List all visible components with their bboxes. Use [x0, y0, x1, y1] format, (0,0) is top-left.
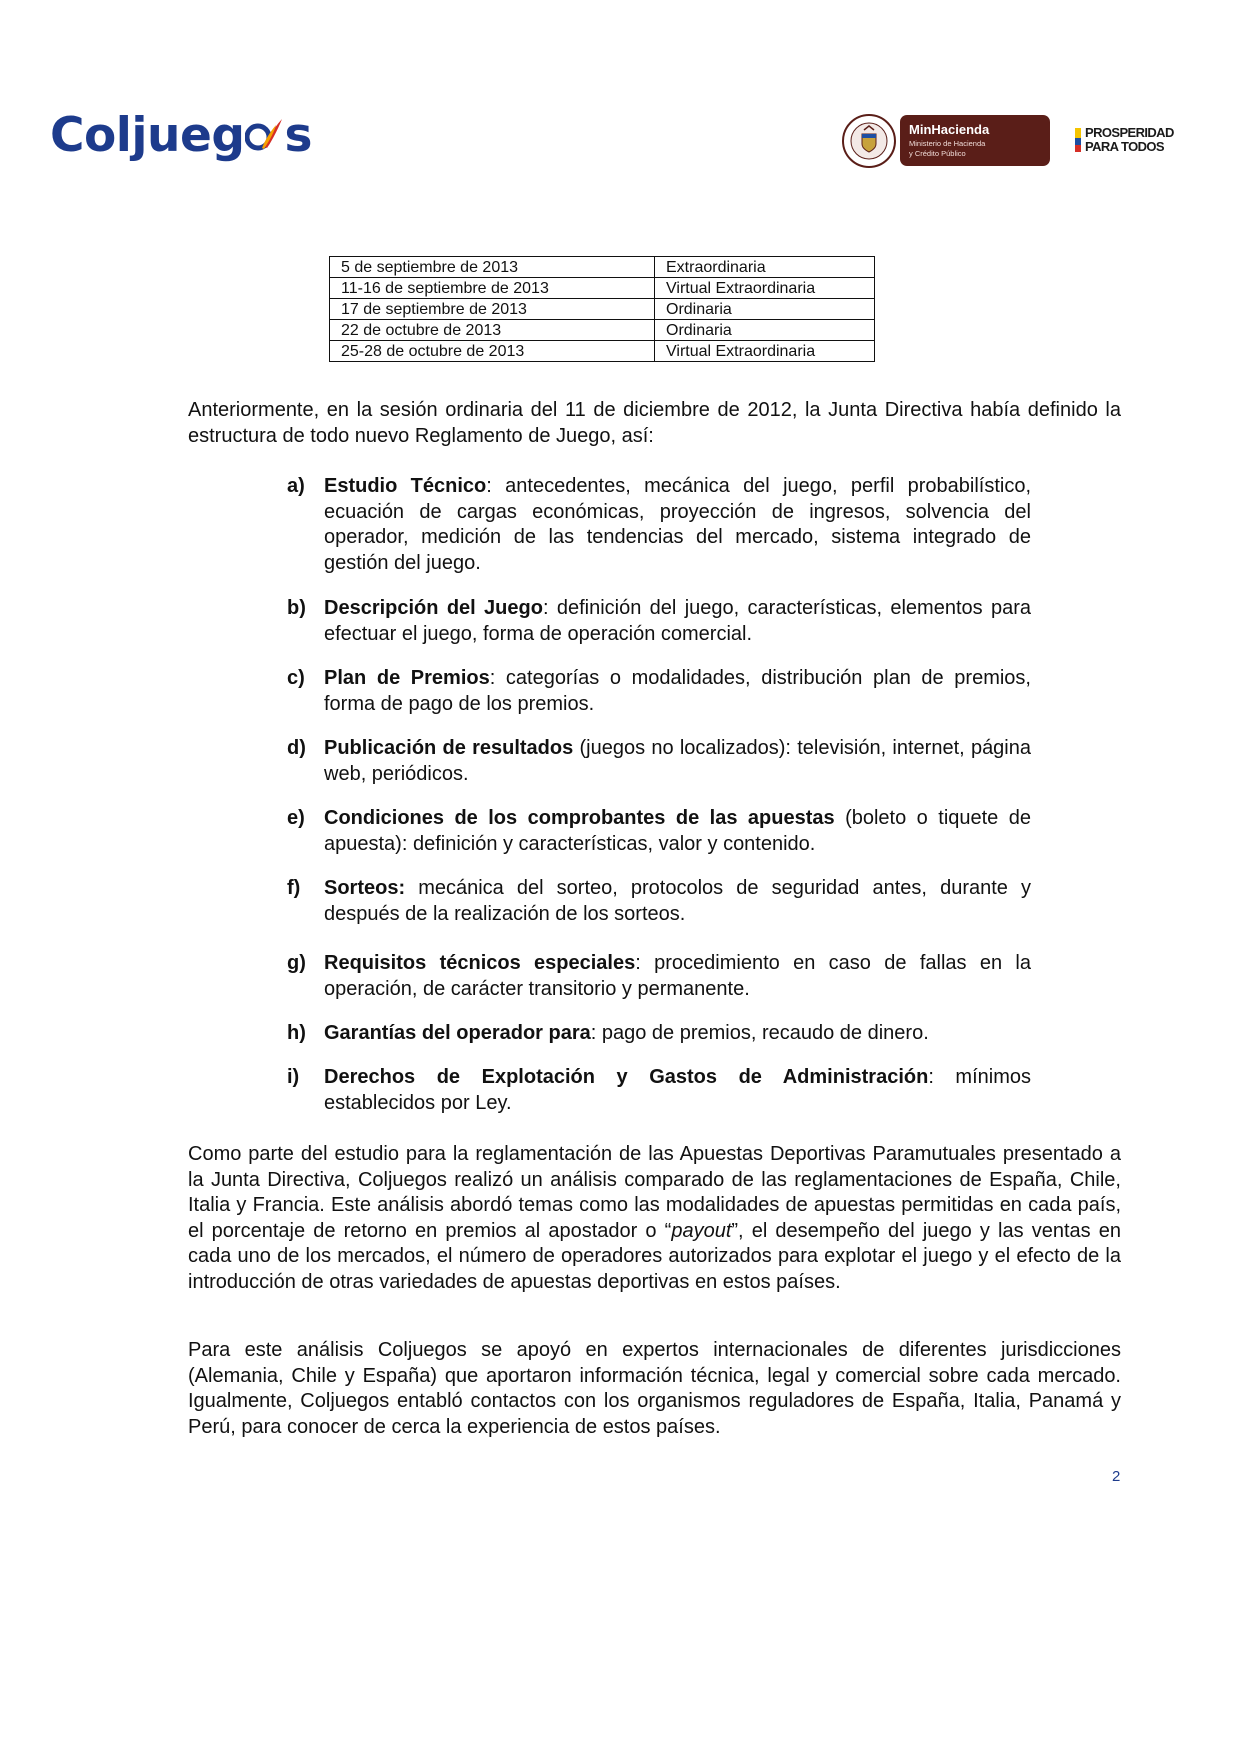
list-item-letter: d) [287, 737, 306, 759]
list-item-letter: c) [287, 667, 305, 689]
colombia-flag-icon [1075, 128, 1081, 152]
sessions-table [329, 256, 875, 362]
list-item-letter: a) [287, 475, 305, 497]
list-item [287, 951, 1031, 1002]
list-item-text: : procedimiento en caso de fallas en la operación, de carácter transitorio y permanente. [324, 952, 1032, 1000]
list-item-letter: e) [287, 807, 305, 829]
session-date: 17 de septiembre de 2013 [330, 299, 655, 320]
list-item-text: : categorías o modalidades, distribución plan de premios, forma de pago de los premios. [324, 667, 1031, 715]
list-item-letter: h) [287, 1022, 306, 1044]
page-number: 2 [1112, 1468, 1121, 1485]
list-item [287, 666, 1031, 717]
list-item-title: Requisitos técnicos especiales [324, 952, 636, 974]
session-date: 5 de septiembre de 2013 [330, 257, 655, 278]
session-date: 11-16 de septiembre de 2013 [330, 278, 655, 299]
table-row [330, 299, 875, 320]
list-item-letter: i) [287, 1066, 300, 1088]
session-type: Virtual Extraordinaria [655, 278, 875, 299]
list-item [287, 596, 1031, 647]
list-item [287, 474, 1031, 576]
coljuegos-logo [50, 108, 312, 163]
minhacienda-subtitle-line1: Ministerio de Hacienda [909, 139, 986, 148]
list-item-title: Estudio Técnico [324, 475, 487, 497]
minhacienda-subtitle-line2: y Crédito Público [909, 149, 966, 158]
list-item-text: : mínimos establecidos por Ley. [324, 1066, 1031, 1114]
session-type: Ordinaria [655, 320, 875, 341]
paragraph-text: ”, el desempeño del juego y las ventas en cada uno de los mercados, el número de operadores autorizados para explotar el juego y el efecto de la introducción de otras variedades de apuestas deportivas en estos países. [188, 1219, 1121, 1293]
list-item [287, 1021, 1031, 1047]
list-item-title: Derechos de Explotación y Gastos de Administración [324, 1066, 929, 1088]
intro-paragraph: Anteriormente, en la sesión ordinaria del 11 de diciembre de 2012, la Junta Directiva había definido la estructura de todo nuevo Reglamento de Juego, así: [188, 399, 1121, 447]
colombia-seal-icon [842, 114, 896, 168]
prosperidad-line1: PROSPERIDAD [1085, 125, 1174, 140]
list-item-title: Sorteos: [324, 877, 406, 899]
list-item-text: (juegos no localizados): televisión, internet, página web, periódicos. [324, 737, 1031, 785]
list-item-text: : definición del juego, características, elementos para efectuar el juego, forma de operación comercial. [324, 597, 1031, 645]
prosperidad-text [1085, 126, 1174, 154]
minhacienda-subtitle [909, 139, 1039, 159]
session-type: Virtual Extraordinaria [655, 341, 875, 362]
list-item-letter: g) [287, 952, 306, 974]
coljuegos-logo-text-a: Coljueg [50, 108, 245, 163]
experts-paragraph: Para este análisis Coljuegos se apoyó en expertos internacionales de diferentes jurisdicciones (Alemania, Chile y España) que aportaron información técnica, legal y comercial sobre cada mercado. Igualmente, Coljuegos entabló contactos con los organismos reguladores de España, Italia, Panamá y Perú, para conocer de cerca la experiencia de estos países. [188, 1339, 1121, 1438]
table-row [330, 320, 875, 341]
minhacienda-logo [900, 115, 1050, 166]
list-item-text: : antecedentes, mecánica del juego, perfil probabilístico, ecuación de cargas económicas, proyección de ingresos, solvencia del operador, medición de las tendencias del mercado, sistema integrado de gestión del juego. [324, 475, 1032, 574]
list-item [287, 1065, 1031, 1116]
list-item-letter: b) [287, 597, 306, 619]
list-item [287, 876, 1031, 927]
list-item-title: Condiciones de los comprobantes de las apuestas [324, 807, 835, 829]
coljuegos-flame-icon [245, 108, 283, 163]
list-item-title: Garantías del operador para [324, 1022, 591, 1044]
minhacienda-title: MinHacienda [909, 122, 990, 137]
list-item-title: Descripción del Juego [324, 597, 543, 619]
session-type: Extraordinaria [655, 257, 875, 278]
session-type: Ordinaria [655, 299, 875, 320]
list-item [287, 806, 1031, 857]
list-item-text: : pago de premios, recaudo de dinero. [590, 1022, 929, 1044]
comparative-analysis-paragraph [188, 1142, 1121, 1295]
prosperidad-line2: PARA TODOS [1085, 139, 1164, 154]
coljuegos-logo-text-b: s [284, 108, 312, 163]
list-item-text: mecánica del sorteo, protocolos de seguridad antes, durante y después de la realización de los sorteos. [324, 877, 1031, 925]
table-row [330, 341, 875, 362]
table-row [330, 257, 875, 278]
session-date: 22 de octubre de 2013 [330, 320, 655, 341]
list-item-title: Publicación de resultados [324, 737, 574, 759]
session-date: 25-28 de octubre de 2013 [330, 341, 655, 362]
list-item-title: Plan de Premios [324, 667, 490, 689]
list-item [287, 736, 1031, 787]
payout-term: payout [671, 1219, 732, 1242]
paragraph-text: Como parte del estudio para la reglamentación de las Apuestas Deportivas Paramutuales presentado a la Junta Directiva, Coljuegos realizó un análisis comparado de las reglamentaciones de España, Chile, Italia y Francia. Este análisis abordó temas como las modalidades de apuestas permitidas en cada país, el porcentaje de retorno en premios al apostador o “ [188, 1143, 1121, 1242]
table-row [330, 278, 875, 299]
list-item-letter: f) [287, 877, 301, 899]
page-header [0, 0, 1240, 200]
list-item-text: (boleto o tiquete de apuesta): definición y características, valor y contenido. [324, 807, 1032, 855]
